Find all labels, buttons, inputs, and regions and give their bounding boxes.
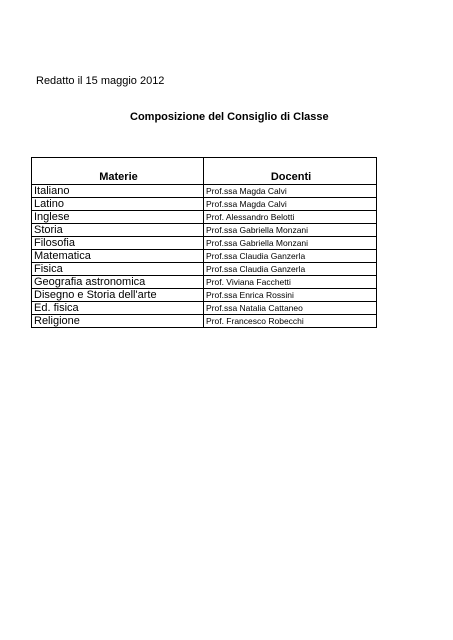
table-row — [32, 185, 377, 198]
subject-cell: Religione — [32, 315, 204, 328]
subject-cell: Matematica — [32, 250, 204, 263]
subject-cell: Inglese — [32, 211, 204, 224]
subject-cell: Ed. fisica — [32, 302, 204, 315]
teacher-cell: Prof.ssa Gabriella Monzani — [204, 224, 377, 237]
table-row — [32, 211, 377, 224]
subject-cell: Italiano — [32, 185, 204, 198]
table-row — [32, 289, 377, 302]
teacher-cell: Prof. Francesco Robecchi — [204, 315, 377, 328]
council-table — [31, 157, 377, 328]
teacher-cell: Prof.ssa Natalia Cattaneo — [204, 302, 377, 315]
column-header-docenti: Docenti — [204, 158, 377, 185]
subject-cell: Geografia astronomica — [32, 276, 204, 289]
teacher-cell: Prof.ssa Claudia Ganzerla — [204, 250, 377, 263]
table-header-row — [32, 158, 377, 185]
teacher-cell: Prof.ssa Claudia Ganzerla — [204, 263, 377, 276]
table-row — [32, 224, 377, 237]
subject-cell: Storia — [32, 224, 204, 237]
document-title: Composizione del Consiglio di Classe — [130, 111, 329, 123]
table-row — [32, 276, 377, 289]
teacher-cell: Prof.ssa Magda Calvi — [204, 198, 377, 211]
teacher-cell: Prof.ssa Gabriella Monzani — [204, 237, 377, 250]
subject-cell: Filosofia — [32, 237, 204, 250]
table-row — [32, 315, 377, 328]
teacher-cell: Prof.ssa Enrica Rossini — [204, 289, 377, 302]
teacher-cell: Prof. Alessandro Belotti — [204, 211, 377, 224]
subject-cell: Disegno e Storia dell'arte — [32, 289, 204, 302]
table-row — [32, 302, 377, 315]
table-row — [32, 198, 377, 211]
subject-cell: Latino — [32, 198, 204, 211]
subject-cell: Fisica — [32, 263, 204, 276]
table-row — [32, 250, 377, 263]
column-header-materie: Materie — [32, 158, 204, 185]
table-row — [32, 237, 377, 250]
table-row — [32, 263, 377, 276]
date-line: Redatto il 15 maggio 2012 — [36, 75, 165, 87]
teacher-cell: Prof. Viviana Facchetti — [204, 276, 377, 289]
teacher-cell: Prof.ssa Magda Calvi — [204, 185, 377, 198]
